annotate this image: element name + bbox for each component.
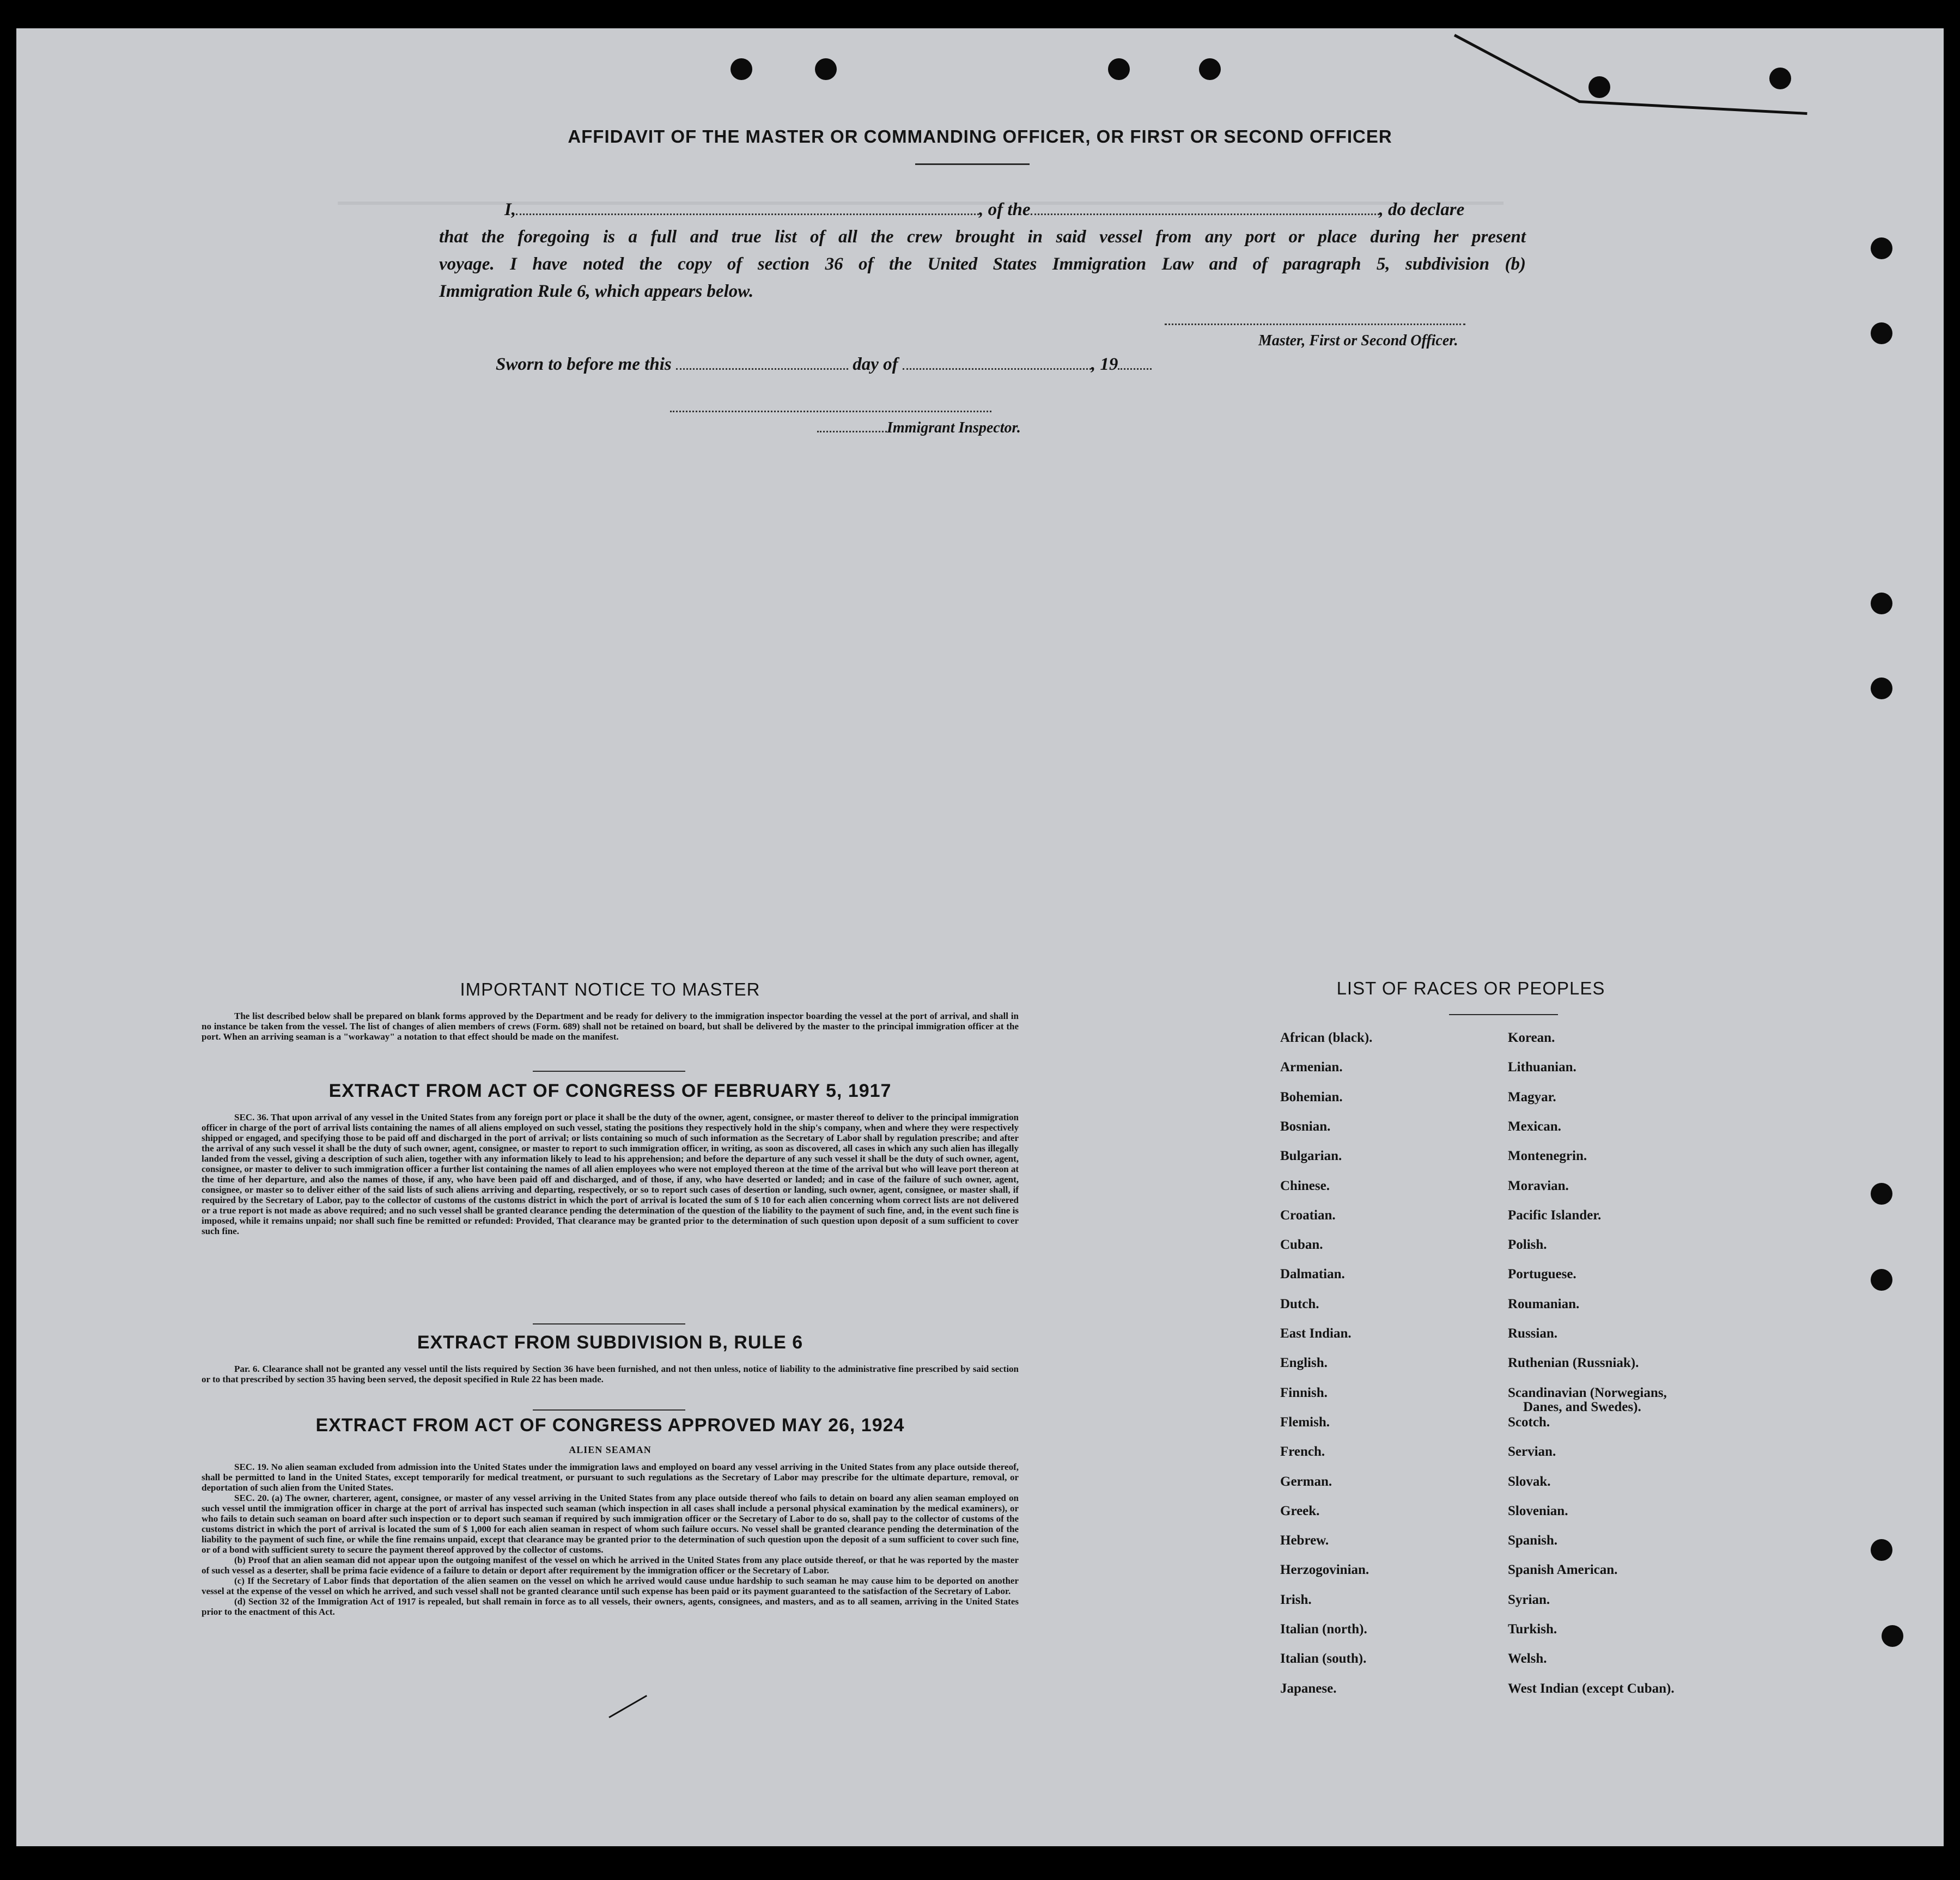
race-item-right: Scotch. [1508, 1414, 1550, 1430]
declaration-line-2: that the foregoing is a full and true list of all the crew brought in said vessel from any port or place during her present [439, 227, 1526, 247]
year-label: , 19 [1091, 355, 1118, 374]
race-item-right: Servian. [1508, 1444, 1556, 1460]
sec20d-paragraph: (d) Section 32 of the Immigration Act of 1917 is repealed, but shall remain in force as to all vessels, their owners, agents, consignees, and masters, and as to all seamen, arriving in the United States prior to the enactment of this Act. [202, 1596, 1019, 1617]
races-title: LIST OF RACES OR PEOPLES [1336, 978, 1605, 998]
extract-1924-title: EXTRACT FROM ACT OF CONGRESS APPROVED MAY 26, 1924 [315, 1415, 905, 1436]
sworn-month-field[interactable] [903, 354, 1091, 370]
race-item-right: Ruthenian (Russniak). [1508, 1356, 1639, 1371]
paper-crease [1579, 100, 1807, 115]
race-item-left: Armenian. [1280, 1060, 1343, 1075]
section-rule [533, 1323, 685, 1324]
race-item-left: Greek. [1280, 1503, 1320, 1518]
master-signature-line[interactable] [1165, 320, 1465, 325]
notice-title: IMPORTANT NOTICE TO MASTER [460, 979, 760, 999]
punch-hole [1871, 322, 1892, 344]
punch-hole [1588, 76, 1610, 98]
sworn-label: Sworn to before me this [496, 355, 672, 374]
name-field[interactable] [516, 199, 979, 215]
notice-paragraph: The list described below shall be prepared on blank forms approved by the Department and be ready for delivery to the immigration inspector boarding the vessel at the port of arrival, and shall in no instance be taken from the vessel. The list of changes of alien members of crews (Form. 689) shall not be retained on board, but shall be delivered by the master to the principal immigration officer at the port. When an arriving seaman is a "workaway" a notation to that effect should be made on the manifest. [202, 1011, 1019, 1042]
race-item-right: Scandinavian (Norwegians, [1508, 1385, 1667, 1400]
race-item-left: Bosnian. [1280, 1119, 1331, 1134]
race-item-right: Spanish. [1508, 1533, 1558, 1548]
race-item-right: Lithuanian. [1508, 1060, 1576, 1075]
extract-1917-title: EXTRACT FROM ACT OF CONGRESS OF FEBRUARY 5, 1917 [328, 1081, 892, 1101]
race-item-right: Pacific Islander. [1508, 1207, 1602, 1223]
race-item-left: Italian (south). [1280, 1651, 1367, 1667]
race-item-left: Herzogovinian. [1280, 1562, 1369, 1578]
race-item-right: Korean. [1508, 1030, 1555, 1045]
document-page [16, 28, 1944, 1846]
race-item-right: Slovak. [1508, 1474, 1551, 1489]
extract-rule6-body [202, 1364, 1019, 1384]
decl-of-label: , of the [979, 200, 1031, 219]
decl-do-label: , do declare [1379, 200, 1465, 219]
race-item-left: Croatian. [1280, 1207, 1336, 1223]
sec20c-paragraph: (c) If the Secretary of Labor finds that deportation of the alien seamen on the vessel on which he arrived would cause undue hardship to such seaman he may cause him to be deported on another vessel at the expense of the vessel on which he arrived, and such vessel shall not be granted clearance until such expense has been paid or its payment guaranteed to the satisfaction of the Secretary of Labor. [202, 1576, 1019, 1596]
vessel-field[interactable] [1031, 199, 1379, 215]
section-rule [533, 1409, 685, 1411]
race-item-right: Syrian. [1508, 1592, 1550, 1607]
par6-paragraph: Par. 6. Clearance shall not be granted any vessel until the lists required by Section 36 have been furnished, and not then unless, notice of liability to the administrative fine prescribed by said section or to that prescribed by section 35 having been served, the deposit specified in Rule 22 has been made. [202, 1364, 1019, 1384]
races-title-rule [1449, 1014, 1558, 1015]
race-item-left: Hebrew. [1280, 1533, 1329, 1548]
race-item-right: Spanish American. [1508, 1562, 1618, 1578]
punch-hole [1871, 1269, 1892, 1291]
race-item-left: French. [1280, 1444, 1325, 1460]
declaration-line-4: Immigration Rule 6, which appears below. [439, 282, 754, 301]
day-of-label: day of [853, 355, 898, 374]
race-item-left: Flemish. [1280, 1414, 1330, 1430]
race-item-right: Turkish. [1508, 1622, 1557, 1637]
race-item-right: Moravian. [1508, 1178, 1569, 1193]
title-rule [915, 163, 1030, 165]
race-item-left: Bulgarian. [1280, 1149, 1342, 1164]
sworn-year-field[interactable] [1118, 354, 1152, 370]
sec36-paragraph: SEC. 36. That upon arrival of any vessel in the United States from any foreign port or place it shall be the duty of the owner, agent, consignee, or master thereof to deliver to the principal immigration officer in charge of the port of arrival lists containing the names of all aliens employed on such vessel, stating the positions they respectively hold in the ship's company, when and where they were respectively shipped or engaged, and specifying those to be paid off and discharged in the port of arrival; or lists containing so much of such information as the Secretary of Labor shall by regulation prescribe; and after the arrival of any such vessel it shall be the duty of such owner, agent, consignee, or master to report to such immigration officer, in writing, as soon as discovered, all cases in which any such alien has illegally landed from the vessel, giving a description of such alien, together with any information likely to lead to his apprehension; and before the departure of any such vessel it shall be the duty of such owner, agent, consignee, or master to deliver to such immigration officer a further list containing the names of all alien employees who were not employed thereon at the time of the arrival but who will leave port thereon at the time of her departure, and also the names of those, if any, who have been paid off and discharged, and of those, if any, who have deserted or landed; and in case of the failure of such owner, agent, consignee, or master so to deliver either of the said lists of such aliens arriving and departing, respectively, or so to report such cases of desertion or landing, such owner, agent, consignee, or master shall, if required by the Secretary of Labor, pay to the collector of customs of the customs district in which the port of arrival is located the sum of $ 10 for each alien concerning whom correct lists are not delivered or a true report is not made as above required; and no such vessel shall be granted clearance pending the determination of the question of the liability to the payment of such fine, and, in the event such fine is imposed, while it remains unpaid; nor shall such fine be remitted or refunded: Provided, That clearance may be granted prior to the determination of such question upon deposit of a sum sufficient to cover such fine. [202, 1112, 1019, 1236]
race-item-right: Polish. [1508, 1237, 1547, 1253]
punch-hole [1199, 58, 1221, 80]
punch-hole [1871, 593, 1892, 614]
notice-body [202, 1011, 1019, 1042]
inspector-signature-line[interactable] [670, 407, 991, 412]
race-item-left: African (black). [1280, 1030, 1373, 1045]
paper-crease [1454, 34, 1580, 102]
race-item-left: Dutch. [1280, 1296, 1319, 1311]
race-item-left: Dalmatian. [1280, 1267, 1345, 1282]
declaration-line-3: voyage. I have noted the copy of section 36 of the United States Immigration Law and of paragraph 5, subdivision (b) [439, 254, 1526, 274]
race-item-left: Finnish. [1280, 1385, 1328, 1400]
master-signature-label: Master, First or Second Officer. [1258, 332, 1458, 349]
extract-1924-body [202, 1462, 1019, 1617]
race-item-right: Portuguese. [1508, 1267, 1576, 1282]
race-item-left: East Indian. [1280, 1326, 1352, 1341]
alien-seaman-subtitle: ALIEN SEAMAN [569, 1444, 652, 1455]
sec20b-paragraph: (b) Proof that an alien seaman did not appear upon the outgoing manifest of the vessel on which he arrived in the United States from any place outside thereof, or that he was reported by the master of such vessel as a deserter, shall be prima facie evidence of a failure to detain or deport after requirement by the immigration officer or the Secretary of Labor. [202, 1555, 1019, 1576]
race-item-left: Cuban. [1280, 1237, 1323, 1253]
race-item-right: Welsh. [1508, 1651, 1547, 1667]
punch-hole [1108, 58, 1130, 80]
race-item-left: English. [1280, 1356, 1328, 1371]
sec19-paragraph: SEC. 19. No alien seaman excluded from admission into the United States under the immigration laws and employed on board any vessel arriving in the United States from any place outside thereof, shall be permitted to land in the United States, except temporarily for medical treatment, or pursuant to such regulations as the Secretary of Labor may prescribe for the ultimate departure, removal, or deportation of such alien from the United States. [202, 1462, 1019, 1493]
punch-hole [1882, 1625, 1903, 1647]
race-item-left: Bohemian. [1280, 1089, 1343, 1104]
race-item-right: Mexican. [1508, 1119, 1561, 1134]
inspector-label: Immigrant Inspector. [887, 419, 1021, 436]
race-item-right: Russian. [1508, 1326, 1558, 1341]
punch-hole [815, 58, 837, 80]
punch-hole [1871, 677, 1892, 699]
affidavit-title: AFFIDAVIT OF THE MASTER OR COMMANDING OFFICER, OR FIRST OR SECOND OFFICER [568, 126, 1392, 147]
race-item-right-continued: Danes, and Swedes). [1523, 1399, 1641, 1414]
punch-hole [1871, 237, 1892, 259]
race-item-right: West Indian (except Cuban). [1508, 1681, 1675, 1696]
punch-hole [731, 58, 752, 80]
race-item-left: Chinese. [1280, 1178, 1330, 1193]
race-item-left: German. [1280, 1474, 1332, 1489]
race-item-right: Slovenian. [1508, 1503, 1568, 1518]
punch-hole [1871, 1183, 1892, 1205]
affidavit-declaration [439, 196, 1526, 305]
sworn-day-field[interactable] [676, 354, 848, 370]
race-item-right: Roumanian. [1508, 1296, 1580, 1311]
race-item-left: Japanese. [1280, 1681, 1337, 1696]
extract-1917-body [202, 1112, 1019, 1236]
inspector-name-field[interactable] [817, 420, 887, 432]
race-item-left: Irish. [1280, 1592, 1312, 1607]
decl-i-label: I, [504, 200, 516, 219]
race-item-right: Montenegrin. [1508, 1149, 1587, 1164]
sworn-line [496, 354, 1152, 375]
inspector-line [817, 419, 1021, 437]
extract-rule6-title: EXTRACT FROM SUBDIVISION B, RULE 6 [417, 1332, 804, 1353]
paper-crease [608, 1695, 647, 1718]
section-rule [533, 1071, 685, 1072]
race-item-left: Italian (north). [1280, 1622, 1367, 1637]
race-item-right: Magyar. [1508, 1089, 1556, 1104]
punch-hole [1769, 68, 1791, 89]
sec20a-paragraph: SEC. 20. (a) The owner, charterer, agent, consignee, or master of any vessel arriving in the United States from any place outside thereof who fails to detain on board any alien seaman employed on such vessel until the immigration officer in charge at the port of arrival has inspected such seaman (which inspection in all cases shall include a personal physical examination by the medical examiners), or who fails to detain such seaman on board after such inspection or to deport such seaman if required by such immigration officer or the Secretary of Labor to do so, shall pay to the collector of customs of the customs district in which the port of arrival is located the sum of $ 1,000 for each alien seaman in respect of whom such failure occurs. No vessel shall be granted clearance pending the determination of the liability to the payment of such fine, or while the fine remains unpaid, except that clearance may be granted prior to the determination of such question upon the deposit of a sum sufficient to cover such fine, or of a bond with sufficient surety to secure the payment thereof approved by the collector of customs. [202, 1493, 1019, 1555]
punch-hole [1871, 1539, 1892, 1561]
